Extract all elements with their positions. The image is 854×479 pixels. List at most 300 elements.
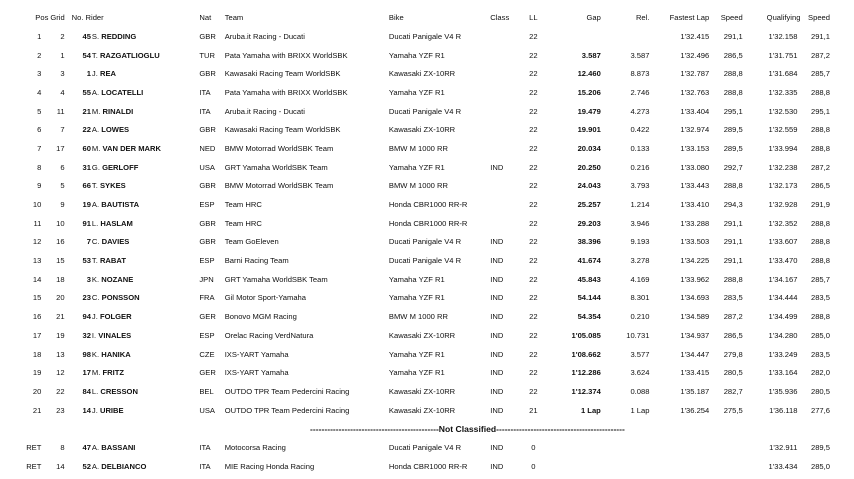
rider-surname: DELBIANCO	[101, 461, 147, 471]
class	[488, 195, 522, 214]
class	[488, 139, 522, 158]
laps: 22	[529, 200, 538, 210]
laps: 22	[529, 125, 538, 135]
relative-gap	[605, 457, 654, 476]
gap: 1 Lap	[580, 405, 601, 415]
table-row	[22, 233, 832, 252]
rider-initial: A.	[91, 442, 100, 452]
position: 10	[32, 200, 42, 210]
team-name: Kawasaki Racing Team WorldSBK	[224, 69, 341, 79]
qualifying-time: 1'32.559	[768, 125, 798, 135]
position: 4	[37, 87, 42, 97]
rider-name	[92, 270, 197, 289]
table-row-not-classified	[22, 457, 832, 476]
rider-initial: T.	[91, 181, 98, 191]
fastest-lap-speed: 286,5	[723, 50, 743, 60]
table-row	[22, 345, 832, 364]
grid-position: 21	[56, 312, 65, 322]
qualifying-time: 1'33.249	[768, 349, 798, 359]
bike-model: Ducati Panigale V4 R	[388, 237, 462, 247]
position: 5	[37, 106, 42, 116]
team-name: Team GoEleven	[224, 237, 279, 247]
grid-position: 6	[60, 162, 65, 172]
team-name: Gil Motor Sport-Yamaha	[224, 293, 306, 303]
grid-position: 15	[56, 256, 65, 266]
grid-position: 23	[56, 405, 65, 415]
rider-initial: T.	[91, 256, 98, 266]
class	[488, 27, 522, 46]
grid-position: 17	[56, 143, 65, 153]
header-speed: Speed	[720, 12, 743, 22]
gap	[544, 457, 605, 476]
rider-name	[92, 139, 197, 158]
header-bike: Bike	[388, 12, 404, 22]
class	[488, 102, 522, 121]
class: IND	[490, 274, 504, 284]
rider-number: 91	[82, 218, 91, 228]
bike-model: Kawasaki ZX-10RR	[388, 330, 456, 340]
table-row	[22, 83, 832, 102]
header-ll: LL	[529, 12, 538, 22]
divider-spacer	[712, 419, 832, 438]
relative-gap: 10.731	[626, 330, 650, 340]
qualifying-time: 1'34.167	[768, 274, 798, 284]
rider-name	[92, 177, 197, 196]
fastest-lap-speed: 279,8	[723, 349, 743, 359]
qualifying-time: 1'31.684	[768, 69, 798, 79]
rider-number: 54	[82, 50, 91, 60]
fastest-lap: 1'33.443	[680, 181, 710, 191]
rider-initial: I.	[91, 330, 97, 340]
qualifying-time: 1'32.530	[768, 106, 798, 116]
bike-model: Kawasaki ZX-10RR	[388, 386, 456, 396]
table-row	[22, 158, 832, 177]
gap: 1'12.374	[571, 386, 601, 396]
grid-position: 1	[60, 50, 65, 60]
qualifying-speed: 277,6	[810, 405, 830, 415]
table-row	[22, 214, 832, 233]
rider-name	[92, 457, 197, 476]
grid-position: 10	[56, 218, 65, 228]
table-row	[22, 102, 832, 121]
fastest-lap: 1'36.254	[680, 405, 710, 415]
fastest-lap	[653, 438, 712, 457]
header-class: Class	[490, 12, 510, 22]
rider-name	[92, 158, 197, 177]
nationality: GER	[199, 312, 216, 322]
fastest-lap: 1'33.080	[680, 162, 710, 172]
position: 1	[37, 31, 42, 41]
rider-initial: A.	[91, 125, 100, 135]
rider-name	[92, 233, 197, 252]
class: IND	[490, 330, 504, 340]
qualifying-time: 1'33.994	[768, 143, 798, 153]
qualifying-speed: 288,8	[810, 125, 830, 135]
qualifying-time: 1'35.936	[768, 386, 798, 396]
class	[488, 177, 522, 196]
qualifying-speed: 288,8	[810, 87, 830, 97]
rider-surname: LOWES	[101, 125, 130, 135]
fastest-lap: 1'32.496	[680, 50, 710, 60]
rider-surname: RINALDI	[102, 106, 134, 116]
fastest-lap-speed: 292,7	[723, 162, 743, 172]
rider-name	[92, 251, 197, 270]
fastest-lap: 1'34.447	[680, 349, 710, 359]
team-name: BMW Motorrad WorldSBK Team	[224, 181, 334, 191]
laps: 22	[529, 162, 538, 172]
bike-model: Kawasaki ZX-10RR	[388, 405, 456, 415]
divider-spacer	[22, 419, 223, 438]
header-row	[22, 7, 832, 27]
grid-position: 18	[56, 274, 65, 284]
laps: 22	[529, 69, 538, 79]
header-qualifying: Qualifying	[766, 12, 801, 22]
laps: 22	[529, 143, 538, 153]
bike-model: Yamaha YZF R1	[388, 368, 445, 378]
fastest-lap-speed: 280,5	[723, 368, 743, 378]
qualifying-speed: 282,0	[810, 368, 830, 378]
rider-initial: J.	[91, 312, 98, 322]
table-row	[22, 307, 832, 326]
relative-gap: 3.624	[630, 368, 650, 378]
fastest-lap: 1'35.187	[680, 386, 710, 396]
relative-gap: 2.746	[630, 87, 650, 97]
relative-gap: 4.273	[630, 106, 650, 116]
nationality: ESP	[199, 330, 215, 340]
laps: 22	[529, 274, 538, 284]
team-name: Team HRC	[224, 200, 262, 210]
nationality: NED	[199, 143, 216, 153]
relative-gap: 8.873	[630, 69, 650, 79]
relative-gap: 9.193	[630, 237, 650, 247]
rider-number: 94	[82, 312, 91, 322]
class: IND	[490, 256, 504, 266]
laps: 22	[529, 87, 538, 97]
laps: 21	[529, 405, 538, 415]
gap: 54.144	[577, 293, 601, 303]
rider-name	[92, 326, 197, 345]
table-row	[22, 363, 832, 382]
table-row	[22, 251, 832, 270]
rider-surname: RABAT	[99, 256, 126, 266]
nationality: JPN	[199, 274, 214, 284]
gap: 1'08.662	[571, 349, 601, 359]
team-name: OUTDO TPR Team Pedercini Racing	[224, 405, 350, 415]
fastest-lap-speed: 291,1	[723, 218, 743, 228]
nationality: GBR	[199, 218, 216, 228]
rider-number: 98	[82, 349, 91, 359]
header-rel: Rel.	[635, 12, 650, 22]
qualifying-speed: 291,9	[810, 200, 830, 210]
nationality: TUR	[199, 50, 215, 60]
laps: 0	[531, 461, 536, 471]
qualifying-speed: 295,1	[810, 106, 830, 116]
relative-gap: 0.210	[630, 312, 650, 322]
rider-name	[92, 195, 197, 214]
position: 17	[32, 330, 42, 340]
bike-model: Ducati Panigale V4 R	[388, 442, 462, 452]
relative-gap: 3.793	[630, 181, 650, 191]
class	[488, 214, 522, 233]
qualifying-speed: 280,5	[810, 386, 830, 396]
position: 21	[32, 405, 42, 415]
qualifying-time: 1'33.607	[768, 237, 798, 247]
rider-initial: C.	[91, 237, 100, 247]
bike-model: Kawasaki ZX-10RR	[388, 125, 456, 135]
laps: 22	[529, 106, 538, 116]
qualifying-speed: 291,1	[810, 31, 830, 41]
gap: 54.354	[577, 312, 601, 322]
class: IND	[490, 461, 504, 471]
bike-model: Yamaha YZF R1	[388, 50, 445, 60]
qualifying-speed: 288,8	[810, 312, 830, 322]
bike-model: Yamaha YZF R1	[388, 349, 445, 359]
grid-position: 9	[60, 200, 65, 210]
table-row	[22, 120, 832, 139]
class	[488, 46, 522, 65]
nationality: ITA	[199, 461, 211, 471]
rider-initial: A.	[91, 200, 100, 210]
position: 11	[33, 218, 42, 228]
team-name: GRT Yamaha WorldSBK Team	[224, 162, 328, 172]
rider-surname: FRITZ	[102, 368, 124, 378]
team-name: MIE Racing Honda Racing	[224, 461, 315, 471]
bike-model: Ducati Panigale V4 R	[388, 106, 462, 116]
rider-initial: C.	[91, 293, 100, 303]
rider-surname: VAN DER MARK	[102, 143, 161, 153]
qualifying-speed: 283,5	[810, 349, 830, 359]
header-qualifying-speed: Speed	[808, 12, 830, 22]
laps: 22	[529, 31, 538, 41]
rider-surname: BAUTISTA	[101, 200, 140, 210]
header-grid: Grid	[50, 12, 65, 22]
rider-name	[92, 46, 197, 65]
grid-position: 11	[56, 106, 65, 116]
class: IND	[490, 368, 504, 378]
rider-number: 7	[86, 237, 91, 247]
relative-gap: 1.214	[630, 200, 650, 210]
table-row	[22, 46, 832, 65]
rider-initial: G.	[91, 162, 100, 172]
gap: 19.901	[577, 125, 601, 135]
rider-surname: HANIKA	[101, 349, 131, 359]
position: RET	[26, 461, 42, 471]
relative-gap: 3.278	[630, 256, 650, 266]
rider-initial: A.	[91, 461, 100, 471]
qualifying-time: 1'33.434	[768, 461, 798, 471]
fastest-lap-speed: 283,5	[723, 293, 743, 303]
rider-surname: RAZGATLIOGLU	[99, 50, 160, 60]
rider-number: 1	[86, 69, 91, 79]
rider-surname: NOZANE	[101, 274, 134, 284]
table-row	[22, 270, 832, 289]
nationality: FRA	[199, 293, 215, 303]
qualifying-speed: 283,5	[810, 293, 830, 303]
position: 20	[32, 386, 42, 396]
class: IND	[490, 405, 504, 415]
rider-initial: T.	[91, 50, 98, 60]
position: 9	[37, 181, 42, 191]
rider-initial: K.	[91, 274, 100, 284]
nationality: ITA	[199, 442, 211, 452]
rider-name	[92, 64, 197, 83]
rider-number: 84	[82, 386, 91, 396]
fastest-lap-speed: 294,3	[723, 200, 743, 210]
team-name: Motocorsa Racing	[224, 442, 286, 452]
fastest-lap: 1'33.503	[680, 237, 710, 247]
fastest-lap: 1'32.415	[680, 31, 710, 41]
relative-gap: 0.422	[630, 125, 650, 135]
nationality: USA	[199, 162, 215, 172]
fastest-lap-speed: 291,1	[723, 256, 743, 266]
gap: 25.257	[577, 200, 601, 210]
rider-initial: J.	[91, 405, 98, 415]
qualifying-speed: 286,5	[810, 181, 830, 191]
qualifying-time: 1'32.911	[769, 442, 798, 452]
laps: 22	[529, 386, 538, 396]
rider-number: 47	[82, 442, 91, 452]
fastest-lap	[653, 457, 712, 476]
nationality: USA	[199, 405, 215, 415]
header-pos: Pos	[35, 12, 49, 22]
fastest-lap: 1'33.415	[680, 368, 710, 378]
rider-initial: L.	[91, 218, 99, 228]
rider-name	[92, 102, 197, 121]
header-nat: Nat	[199, 12, 212, 22]
qualifying-speed: 288,8	[810, 256, 830, 266]
race-results-table	[22, 7, 832, 476]
position: RET	[26, 442, 42, 452]
qualifying-speed: 288,8	[810, 143, 830, 153]
position: 2	[37, 50, 42, 60]
position: 16	[32, 312, 42, 322]
gap: 29.203	[577, 218, 601, 228]
bike-model: Honda CBR1000 RR-R	[388, 461, 468, 471]
bike-model: Yamaha YZF R1	[388, 87, 445, 97]
table-row	[22, 195, 832, 214]
table-row	[22, 139, 832, 158]
rider-surname: DAVIES	[101, 237, 130, 247]
grid-position: 5	[60, 181, 65, 191]
relative-gap: 3.946	[630, 218, 650, 228]
gap: 15.206	[577, 87, 601, 97]
bike-model: Yamaha YZF R1	[388, 293, 445, 303]
qualifying-speed: 285,7	[810, 69, 830, 79]
rider-number: 22	[82, 125, 91, 135]
laps: 22	[529, 218, 538, 228]
position: 15	[32, 293, 42, 303]
laps: 22	[529, 330, 538, 340]
class	[488, 64, 522, 83]
class: IND	[490, 349, 504, 359]
gap: 24.043	[577, 181, 601, 191]
fastest-lap-speed: 286,5	[723, 330, 743, 340]
laps: 22	[529, 368, 538, 378]
rider-initial: A.	[91, 87, 100, 97]
team-name: IXS-YART Yamaha	[224, 349, 289, 359]
fastest-lap: 1'32.974	[680, 125, 710, 135]
fastest-lap-speed: 295,1	[723, 106, 743, 116]
rider-number: 45	[82, 31, 91, 41]
not-classified-label: ---------------------------------------------Not Classified---------------------------------------------	[310, 423, 625, 434]
fastest-lap-speed: 287,2	[723, 312, 743, 322]
rider-name	[92, 401, 197, 420]
team-name: OUTDO TPR Team Pedercini Racing	[224, 386, 350, 396]
rider-number: 21	[82, 106, 91, 116]
nationality: GBR	[199, 69, 216, 79]
rider-number: 3	[86, 274, 91, 284]
relative-gap: 0.088	[630, 386, 650, 396]
fastest-lap-speed: 288,8	[723, 181, 743, 191]
laps: 22	[529, 237, 538, 247]
bike-model: Yamaha YZF R1	[388, 162, 445, 172]
grid-position: 20	[56, 293, 65, 303]
fastest-lap-speed: 291,1	[723, 31, 743, 41]
laps: 22	[529, 256, 538, 266]
table-row	[22, 289, 832, 308]
qualifying-speed: 287,2	[810, 162, 830, 172]
qualifying-time: 1'32.928	[768, 200, 798, 210]
team-name: GRT Yamaha WorldSBK Team	[224, 274, 328, 284]
results-body	[22, 27, 832, 476]
qualifying-time: 1'33.470	[768, 256, 798, 266]
laps: 22	[529, 312, 538, 322]
class: IND	[490, 312, 504, 322]
fastest-lap-speed: 282,7	[723, 386, 743, 396]
grid-position: 8	[60, 442, 65, 452]
gap: 20.034	[577, 143, 601, 153]
relative-gap	[605, 27, 654, 46]
rider-name	[92, 345, 197, 364]
fastest-lap: 1'34.589	[680, 312, 710, 322]
gap: 20.250	[577, 162, 601, 172]
relative-gap: 8.301	[630, 293, 650, 303]
relative-gap	[605, 438, 654, 457]
qualifying-time: 1'32.352	[768, 218, 798, 228]
laps: 0	[531, 442, 536, 452]
header-fastest-lap: Fastest Lap	[669, 12, 710, 22]
rider-surname: HASLAM	[100, 218, 133, 228]
fastest-lap: 1'34.693	[680, 293, 710, 303]
rider-number: 53	[82, 256, 91, 266]
table-row	[22, 382, 832, 401]
qualifying-time: 1'32.335	[768, 87, 798, 97]
grid-position: 7	[60, 125, 65, 135]
nationality: GBR	[199, 31, 216, 41]
class	[488, 120, 522, 139]
qualifying-speed: 287,2	[810, 50, 830, 60]
rider-name	[92, 27, 197, 46]
rider-number: 19	[82, 200, 91, 210]
class: IND	[490, 162, 504, 172]
table-row	[22, 64, 832, 83]
rider-surname: SYKES	[99, 181, 126, 191]
rider-number: 55	[82, 87, 91, 97]
fastest-lap-speed: 289,5	[723, 125, 743, 135]
table-row-not-classified	[22, 438, 832, 457]
qualifying-time: 1'32.158	[768, 31, 798, 41]
rider-initial: M.	[91, 106, 101, 116]
fastest-lap: 1'32.763	[680, 87, 710, 97]
qualifying-time: 1'32.173	[768, 181, 798, 191]
gap: 12.460	[577, 69, 601, 79]
grid-position: 2	[60, 31, 65, 41]
qualifying-time: 1'34.280	[768, 330, 798, 340]
class: IND	[490, 237, 504, 247]
position: 6	[37, 125, 42, 135]
fastest-lap: 1'33.404	[680, 106, 710, 116]
qualifying-time: 1'32.238	[768, 162, 798, 172]
